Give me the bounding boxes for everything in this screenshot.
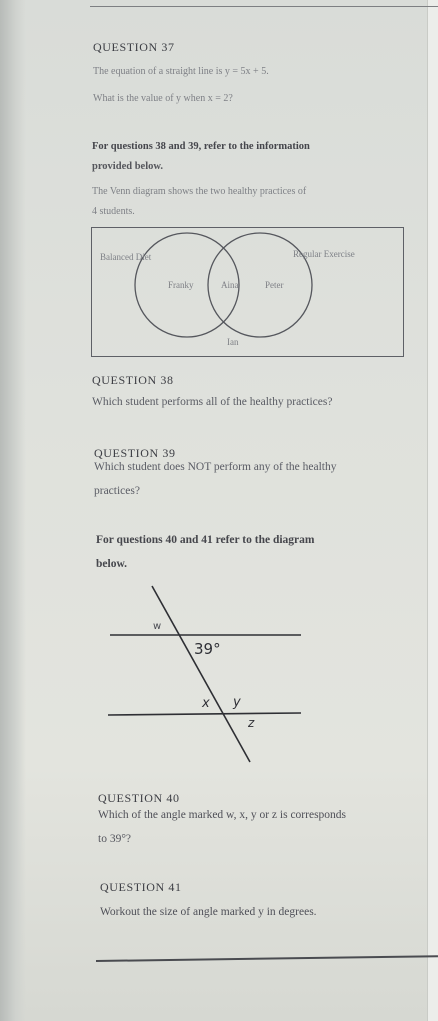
transversal-line: [152, 586, 250, 762]
q39-heading: QUESTION 39: [94, 446, 176, 460]
q39-line-1: Which student does NOT perform any of the healthy: [94, 461, 337, 473]
info-38-39-line-2: provided below.: [92, 161, 163, 172]
angle-39-label: 39°: [194, 640, 221, 658]
info-40-41-line-2: below.: [96, 558, 127, 570]
top-rule: [90, 6, 438, 7]
next-page-edge: [427, 0, 438, 1021]
bottom-rule: [96, 955, 438, 962]
venn-description-2: 4 students.: [92, 206, 135, 217]
angle-y-label: y: [233, 695, 241, 710]
student-only-exercise: Peter: [265, 280, 284, 290]
venn-description-1: The Venn diagram shows the two healthy practices of: [92, 186, 307, 197]
set-label-balanced-diet: Balanced Diet: [100, 252, 152, 262]
angle-z-label: z: [248, 716, 255, 730]
q41-text: Workout the size of angle marked y in degrees.: [100, 906, 317, 918]
venn-circles: [92, 228, 403, 356]
angle-w-label: w: [153, 621, 162, 632]
q38-text: Which student performs all of the healthy practices?: [92, 396, 333, 408]
student-only-diet: Franky: [168, 280, 194, 290]
q37-line-1: The equation of a straight line is y = 5x + 5.: [93, 66, 269, 77]
q39-line-2: practices?: [94, 485, 140, 497]
q40-line-1: Which of the angle marked w, x, y or z is corresponds: [98, 809, 347, 821]
q37-heading: QUESTION 37: [93, 40, 175, 54]
q40-line-2: to 39°?: [98, 833, 132, 845]
venn-diagram: [91, 227, 404, 357]
page-fold-shadow: [0, 0, 26, 1021]
info-40-41-line-1: For questions 40 and 41 refer to the diagram: [96, 534, 315, 546]
angle-x-label: x: [202, 696, 210, 711]
q40-heading: QUESTION 40: [98, 791, 180, 805]
q41-heading: QUESTION 41: [100, 880, 182, 894]
student-both: Aina: [221, 280, 239, 290]
info-38-39-line-1: For questions 38 and 39, refer to the information: [92, 141, 310, 152]
q37-line-2: What is the value of y when x = 2?: [93, 93, 233, 104]
parallel-lines-diagram: [98, 580, 308, 770]
lower-parallel-line: [108, 713, 301, 715]
q38-heading: QUESTION 38: [92, 373, 174, 387]
student-neither: Ian: [227, 337, 239, 347]
set-label-regular-exercise: Regular Exercise: [293, 249, 355, 259]
